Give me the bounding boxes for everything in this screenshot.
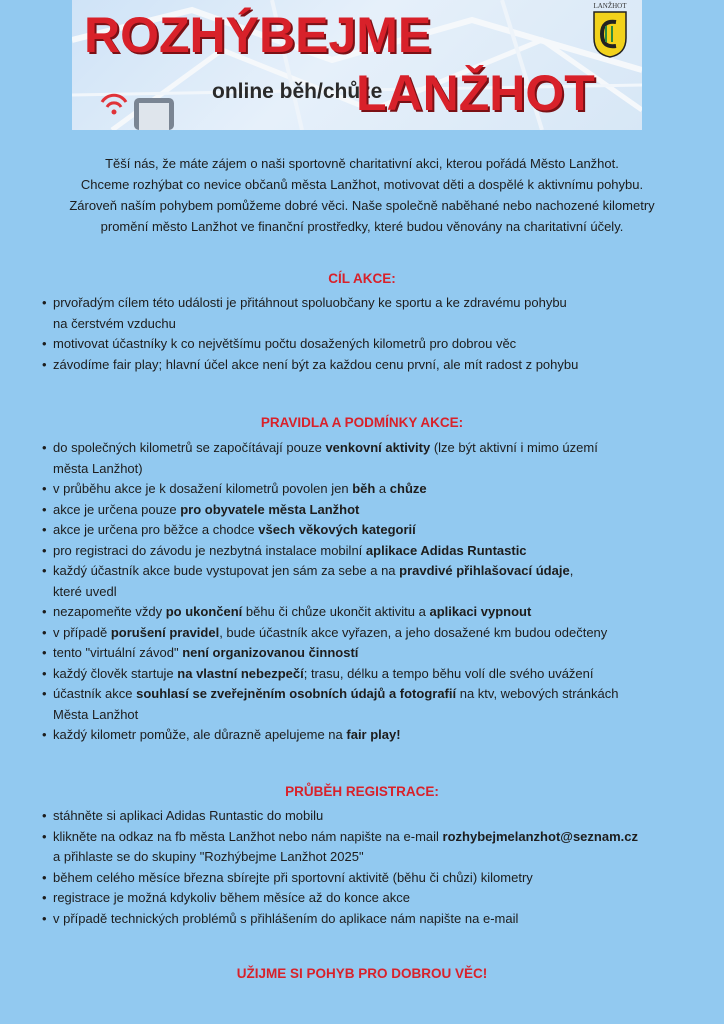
list-item: • do společných kilometrů se započítávají pouze venkovní aktivity (lze být aktivní i mimo území města Lanžhot) (42, 438, 692, 479)
list-item: • klikněte na odkaz na fb města Lanžhot nebo nám napište na e-mail rozhybejmelanzhot@seznam.cz a přihlaste se do skupiny "Rozhýbejme Lanžhot 2025" (42, 827, 692, 868)
list-item: • v případě porušení pravidel, bude účastník akce vyřazen, a jeho dosažené km budou odečteny (42, 623, 692, 644)
list-item: • akce je určena pro běžce a chodce všech věkových kategorií (42, 520, 692, 541)
list-item: • v průběhu akce je k dosažení kilometrů povolen jen běh a chůze (42, 479, 692, 500)
list-item: • účastník akce souhlasí se zveřejněním osobních údajů a fotografií na ktv, webových stránkách Města Lanžhot (42, 684, 692, 725)
intro-line: Zároveň naším pohybem pomůžeme dobré věci. Naše společně naběhané nebo nachozené kilometry (69, 198, 655, 213)
intro-text (40, 153, 684, 237)
list-item: • závodíme fair play; hlavní účel akce není být za každou cenu první, ale mít radost z pohybu (42, 355, 692, 376)
list-item: • každý člověk startuje na vlastní nebezpečí; trasu, délku a tempo běhu volí dle svého uvážení (42, 664, 692, 685)
section-title-cil: CÍL AKCE: (328, 271, 396, 286)
list-cil (42, 293, 692, 375)
list-item: • pro registraci do závodu je nezbytná instalace mobilní aplikace Adidas Runtastic (42, 541, 692, 562)
list-item: • tento "virtuální závod" není organizovanou činností (42, 643, 692, 664)
section-title-registrace: PRŮBĚH REGISTRACE: (285, 784, 439, 799)
banner-subtitle: online běh/chůze (212, 80, 383, 103)
list-item: • v případě technických problémů s přihlášením do aplikace nám napište na e-mail (42, 909, 692, 930)
list-item: • motivovat účastníky k co největšímu počtu dosažených kilometrů pro dobrou věc (42, 334, 692, 355)
header-banner (72, 0, 642, 130)
phone-wifi-icon (72, 80, 182, 130)
town-crest (586, 2, 634, 70)
intro-line: Těší nás, že máte zájem o naši sportovně charitativní akci, kterou pořádá Město Lanžhot. (105, 156, 619, 171)
intro-line: promění město Lanžhot ve finanční prostředky, které budou věnovány na charitativní účely. (100, 219, 624, 234)
banner-title-top: ROZHÝBEJME (84, 7, 432, 63)
list-item: • stáhněte si aplikaci Adidas Runtastic do mobilu (42, 806, 692, 827)
section-title-pravidla: PRAVIDLA A PODMÍNKY AKCE: (260, 415, 464, 430)
list-pravidla (42, 438, 692, 746)
list-item: • prvořadým cílem této události je přitáhnout spoluobčany ke sportu a ke zdravému pohybu na čerstvém vzduchu (42, 293, 692, 334)
list-item: • během celého měsíce března sbírejte při sportovní aktivitě (běhu či chůzi) kilometry (42, 868, 692, 889)
banner-title-bottom: LANŽHOT (356, 65, 595, 121)
list-item: • akce je určena pouze pro obyvatele města Lanžhot (42, 500, 692, 521)
list-registrace (42, 806, 692, 929)
list-item: • každý kilometr pomůže, ale důrazně apelujeme na fair play! (42, 725, 692, 746)
crest-label: LANŽHOT (593, 2, 627, 10)
list-item: • nezapomeňte vždy po ukončení běhu či chůze ukončit aktivitu a aplikaci vypnout (42, 602, 692, 623)
intro-line: Chceme rozhýbat co nevice občanů města Lanžhot, motivovat děti a dospělé k aktivnímu pohybu. (80, 177, 644, 192)
list-item: • každý účastník akce bude vystupovat jen sám za sebe a na pravdivé přihlašovací údaje, které uvedl (42, 561, 692, 602)
crest-icon (592, 10, 628, 58)
footer-slogan: UŽIJME SI POHYB PRO DOBROU VĚC! (236, 966, 488, 981)
list-item: • registrace je možná kdykoliv během měsíce až do konce akce (42, 888, 692, 909)
email-link[interactable]: rozhybejmelanzhot@seznam.cz (442, 828, 638, 844)
